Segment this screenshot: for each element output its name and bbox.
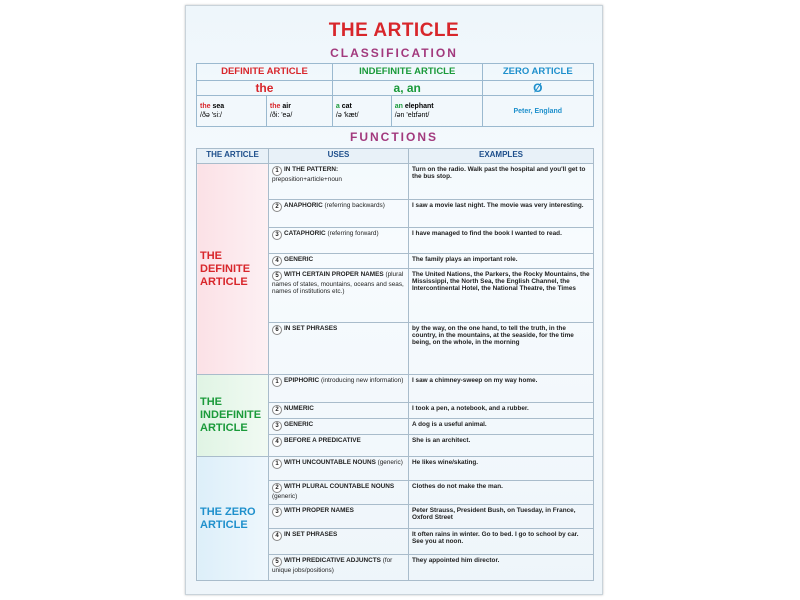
example-a-cat: a cat /ə 'kæt/ — [332, 96, 391, 127]
classification-table — [196, 63, 594, 127]
use-cell — [269, 323, 409, 375]
example-cell: They appointed him director. — [409, 555, 594, 581]
use-cell — [269, 254, 409, 269]
example-cell: She is an architect. — [409, 435, 594, 457]
use-note: preposition+article+noun — [272, 176, 342, 183]
use-cell — [269, 435, 409, 457]
use-number: 3 — [272, 421, 282, 431]
definite-form: the — [197, 80, 333, 95]
use-number: 4 — [272, 437, 282, 447]
use-number: 2 — [272, 483, 282, 493]
use-label: WITH CERTAIN PROPER NAMES — [284, 271, 384, 278]
use-label: GENERIC — [284, 256, 314, 263]
example-cell: The family plays an important role. — [409, 254, 594, 269]
function-row — [197, 164, 594, 200]
use-cell — [269, 481, 409, 505]
use-label: WITH UNCOUNTABLE NOUNS — [284, 459, 376, 466]
use-cell — [269, 200, 409, 228]
function-row — [197, 375, 594, 403]
use-label: IN SET PHRASES — [284, 531, 338, 538]
example-cell: I took a pen, a notebook, and a rubber. — [409, 403, 594, 419]
use-number: 1 — [272, 166, 282, 176]
example-cell: He likes wine/skating. — [409, 457, 594, 481]
use-note: (referring forward) — [327, 230, 379, 237]
col-header-article: THE ARTICLE — [197, 149, 269, 164]
poster-title: THE ARTICLE — [328, 20, 460, 41]
use-number: 3 — [272, 507, 282, 517]
use-label: GENERIC — [284, 421, 314, 428]
example-cell: A dog is a useful animal. — [409, 419, 594, 435]
indefinite-form: a, an — [332, 80, 482, 95]
example-cell: Clothes do not make the man. — [409, 481, 594, 505]
use-cell — [269, 403, 409, 419]
example-the-sea: the sea /ðə 'si:/ — [197, 96, 267, 127]
use-cell — [269, 269, 409, 323]
use-cell — [269, 419, 409, 435]
use-note: (plural names of states, mountains, oceans and seas, names of institutions etc.) — [272, 271, 404, 295]
example-cell: by the way, on the one hand, to tell the truth, in the country, in the mountains, at the seaside, for the time being, on the whole, in the morning — [409, 323, 594, 375]
use-note: (generic) — [272, 493, 298, 500]
use-number: 4 — [272, 256, 282, 266]
use-label: NUMERIC — [284, 405, 314, 412]
use-note: (introducing new information) — [320, 377, 404, 384]
use-label: CATAPHORIC — [284, 230, 326, 237]
example-cell: I saw a chimney-sweep on my way home. — [409, 375, 594, 403]
use-label: ANAPHORIC — [284, 202, 323, 209]
use-label: IN THE PATTERN: — [284, 166, 339, 173]
use-label: EPIPHORIC — [284, 377, 320, 384]
use-label: WITH PLURAL COUNTABLE NOUNS — [284, 483, 395, 490]
example-cell: It often rains in winter. Go to bed. I go to school by car. See you at noon. — [409, 529, 594, 555]
col-header-examples: EXAMPLES — [409, 149, 594, 164]
use-label: IN SET PHRASES — [284, 325, 338, 332]
classification-heading: CLASSIFICATION — [330, 46, 458, 60]
use-number: 4 — [272, 531, 282, 541]
use-cell — [269, 375, 409, 403]
example-an-elephant: an elephant /ən 'elɪfənt/ — [391, 96, 482, 127]
use-note: (for unique jobs/positions) — [272, 557, 393, 574]
use-cell — [269, 228, 409, 254]
use-cell — [269, 505, 409, 529]
example-cell: Turn on the radio. Walk past the hospital and you'll get to the bus stop. — [409, 164, 594, 200]
use-number: 6 — [272, 325, 282, 335]
example-cell: The United Nations, the Parkers, the Rocky Mountains, the Mississippi, the North Sea, the English Channel, the Intercontinental Hotel, the National Theatre, the Times — [409, 269, 594, 323]
article-group-label: THE DEFINITE ARTICLE — [197, 164, 269, 375]
use-number: 1 — [272, 459, 282, 469]
use-cell — [269, 555, 409, 581]
use-label: WITH PREDICATIVE ADJUNCTS — [284, 557, 381, 564]
use-number: 3 — [272, 230, 282, 240]
example-cell: I have managed to find the book I wanted to read. — [409, 228, 594, 254]
example-zero: Peter, England — [482, 96, 593, 127]
functions-heading: FUNCTIONS — [350, 130, 438, 144]
example-cell: Peter Strauss, President Bush, on Tuesday, in France, Oxford Street — [409, 505, 594, 529]
use-number: 2 — [272, 405, 282, 415]
functions-table — [196, 148, 594, 581]
use-label: WITH PROPER NAMES — [284, 507, 354, 514]
use-number: 5 — [272, 557, 282, 567]
article-group-label: THE ZERO ARTICLE — [197, 457, 269, 581]
use-number: 5 — [272, 271, 282, 281]
function-row — [197, 457, 594, 481]
use-note: (generic) — [377, 459, 403, 466]
zero-form: Ø — [482, 80, 593, 95]
indefinite-header: INDEFINITE ARTICLE — [332, 64, 482, 81]
zero-header: ZERO ARTICLE — [482, 64, 593, 81]
use-label: BEFORE A PREDICATIVE — [284, 437, 361, 444]
example-the-air: the air /ði: 'eə/ — [266, 96, 332, 127]
use-cell — [269, 457, 409, 481]
definite-header: DEFINITE ARTICLE — [197, 64, 333, 81]
example-cell: I saw a movie last night. The movie was very interesting. — [409, 200, 594, 228]
article-group-label: THE INDEFINITE ARTICLE — [197, 375, 269, 457]
use-cell — [269, 529, 409, 555]
use-number: 2 — [272, 202, 282, 212]
use-cell — [269, 164, 409, 200]
col-header-uses: USES — [269, 149, 409, 164]
use-number: 1 — [272, 377, 282, 387]
article-poster — [185, 5, 603, 595]
use-note: (referring backwards) — [324, 202, 385, 209]
